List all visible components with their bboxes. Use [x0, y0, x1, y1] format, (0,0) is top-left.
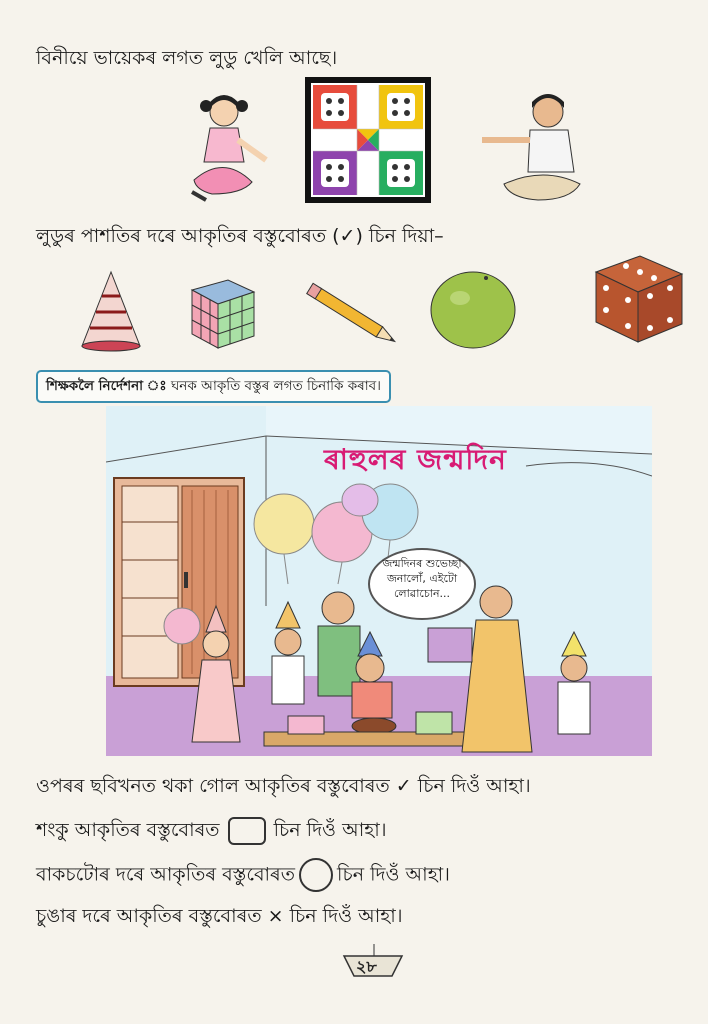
speech-line-3: লোৱাচোন... — [393, 587, 451, 600]
dice-illustration — [586, 250, 686, 346]
speech-line-1: জন্মদিনৰ শুভেচ্ছা — [382, 557, 462, 570]
rubik-cube-illustration — [182, 276, 260, 354]
birthday-scene — [106, 406, 652, 756]
party-people-illustration — [162, 556, 652, 756]
cone-hat-illustration — [80, 268, 142, 352]
pencil-illustration — [302, 282, 406, 350]
page-number: ২৮ — [356, 957, 377, 976]
teacher-note-label: শিক্ষকলৈ নিৰ্দেশনা ঃ — [46, 378, 167, 394]
teacher-note — [36, 370, 391, 403]
teacher-note-text: ঘনক আকৃতি বস্তুৰ লগত চিনাকি কৰাব। — [170, 378, 382, 394]
intro-sentence: বিনীয়ে ভায়েকৰ লগত লুডু খেলি আছে। — [36, 47, 338, 69]
question-cone-objects — [36, 816, 387, 848]
question-cone-tail: চিন দিওঁ আহা। — [273, 819, 387, 841]
speech-line-2: জনালোঁ, এইটো — [386, 572, 458, 585]
question-box-text: বাকচটোৰ দৰে আকৃতিৰ বস্তুবোৰত — [36, 863, 296, 886]
round-fruit-illustration — [428, 268, 518, 352]
tick-instruction: লুডুৰ পাশতিৰ দৰে আকৃতিৰ বস্তুবোৰত (✓) চিন দিয়া– — [36, 225, 444, 247]
scene-title: ৰাহুলৰ জন্মদিন — [324, 443, 507, 476]
girl-illustration — [182, 90, 272, 208]
question-box-objects — [36, 858, 450, 893]
ludo-board-illustration — [305, 77, 431, 203]
circle-mark-symbol — [299, 858, 333, 892]
question-round-objects: ওপৰৰ ছবিখনত থকা গোল আকৃতিৰ বস্তুবোৰত ✓ চিন দিওঁ আহা। — [36, 775, 531, 797]
question-cone-text: শংকু আকৃতিৰ বস্তুবোৰত — [36, 819, 220, 841]
question-box-tail: চিন দিওঁ আহা। — [337, 863, 450, 886]
square-mark-symbol — [228, 817, 266, 845]
question-cylinder-objects: চুঙাৰ দৰে আকৃতিৰ বস্তুবোৰত × চিন দিওঁ আহা। — [36, 905, 403, 927]
boy-illustration — [474, 88, 584, 206]
